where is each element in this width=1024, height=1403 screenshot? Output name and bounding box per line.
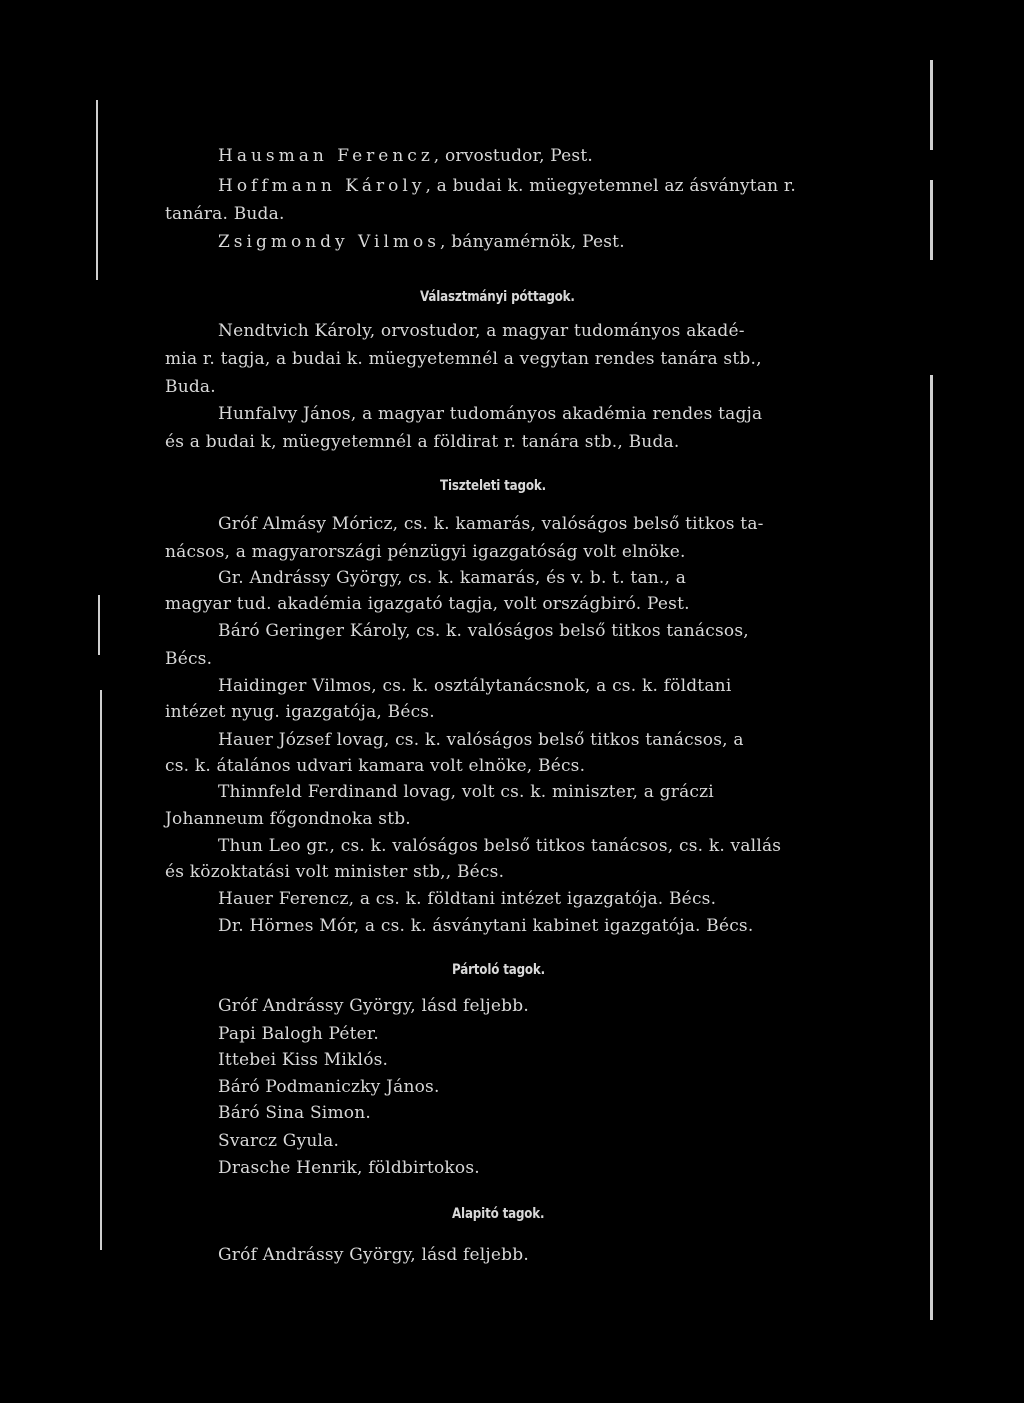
text-line: Drasche Henrik, földbirtokos. <box>218 1158 480 1178</box>
scan-edge-mark-left-top <box>96 100 98 280</box>
text-line: Ittebei Kiss Miklós. <box>218 1050 389 1070</box>
text-line: Papi Balogh Péter. <box>218 1024 379 1044</box>
text-line: Nendtvich Károly, orvostudor, a magyar tudományos akadé- <box>218 321 745 341</box>
text-line: Thinnfeld Ferdinand lovag, volt cs. k. miniszter, a gráczi <box>218 782 714 802</box>
text-line: Bécs. <box>165 649 213 669</box>
member-name: Zsigmondy Vilmos <box>218 232 440 252</box>
scan-edge-mark-right-top <box>930 60 933 150</box>
member-zsigmondy <box>218 232 625 252</box>
text-line: Johanneum főgondnoka stb. <box>165 809 411 829</box>
text-line: magyar tud. akadémia igazgató tagja, volt országbiró. Pest. <box>165 594 690 614</box>
text-line: és közoktatási volt minister stb,, Bécs. <box>165 862 505 882</box>
text-line: nácsos, a magyarországi pénzügyi igazgatóság volt elnöke. <box>165 542 686 562</box>
member-details: , a budai k. müegyetemnel az ásványtan r. <box>425 176 796 196</box>
text-line: Gróf Andrássy György, lásd feljebb. <box>218 996 529 1016</box>
text-line: Hauer Ferencz, a cs. k. földtani intézet igazgatója. Bécs. <box>218 889 717 909</box>
text-line: Thun Leo gr., cs. k. valóságos belső titkos tanácsos, cs. k. vallás <box>218 836 782 856</box>
member-hoffmann <box>218 176 796 196</box>
text-line: Báró Podmaniczky János. <box>218 1077 440 1097</box>
text-line: Dr. Hörnes Mór, a cs. k. ásványtani kabinet igazgatója. Bécs. <box>218 916 754 936</box>
scan-edge-mark-left-low <box>100 690 102 1250</box>
section-heading-alapito: Alapitó tagok. <box>452 1206 545 1222</box>
text-line: Buda. <box>165 377 216 397</box>
text-line: Báró Geringer Károly, cs. k. valóságos belső titkos tanácsos, <box>218 621 749 641</box>
text-line: és a budai k, müegyetemnél a földirat r. tanára stb., Buda. <box>165 432 680 452</box>
text-line: Haidinger Vilmos, cs. k. osztálytanácsnok, a cs. k. földtani <box>218 676 732 696</box>
text-line: Hunfalvy János, a magyar tudományos akadémia rendes tagja <box>218 404 763 424</box>
text-line: Gr. Andrássy György, cs. k. kamarás, és v. b. t. tan., a <box>218 568 687 588</box>
text-line: Svarcz Gyula. <box>218 1131 340 1151</box>
section-heading-partolo: Pártoló tagok. <box>452 962 546 978</box>
text-line: Hauer József lovag, cs. k. valóságos belső titkos tanácsos, a <box>218 730 744 750</box>
text-line: Gróf Andrássy György, lásd feljebb. <box>218 1245 529 1265</box>
member-name: Hoffmann Károly <box>218 176 426 196</box>
text-line: Báró Sina Simon. <box>218 1103 371 1123</box>
scan-edge-mark-right-upper <box>930 180 933 260</box>
member-hausman <box>218 146 593 166</box>
text-line: intézet nyug. igazgatója, Bécs. <box>165 702 435 722</box>
text-line: cs. k. átalános udvari kamara volt elnöke, Bécs. <box>165 756 586 776</box>
text-line: mia r. tagja, a budai k. müegyetemnél a vegytan rendes tanára stb., <box>165 349 762 369</box>
member-details: , orvostudor, Pest. <box>433 146 593 166</box>
section-heading-valasztmanyi: Választmányi póttagok. <box>420 289 575 305</box>
scan-edge-mark-right-long <box>930 375 933 1320</box>
scan-edge-mark-left-mid <box>98 595 100 655</box>
member-name: Hausman Ferencz <box>218 146 434 166</box>
member-details: , bányamérnök, Pest. <box>439 232 625 252</box>
section-heading-tiszteleti: Tiszteleti tagok. <box>440 478 546 494</box>
text-line: tanára. Buda. <box>165 204 285 224</box>
text-line: Gróf Almásy Móricz, cs. k. kamarás, valóságos belső titkos ta- <box>218 514 764 534</box>
